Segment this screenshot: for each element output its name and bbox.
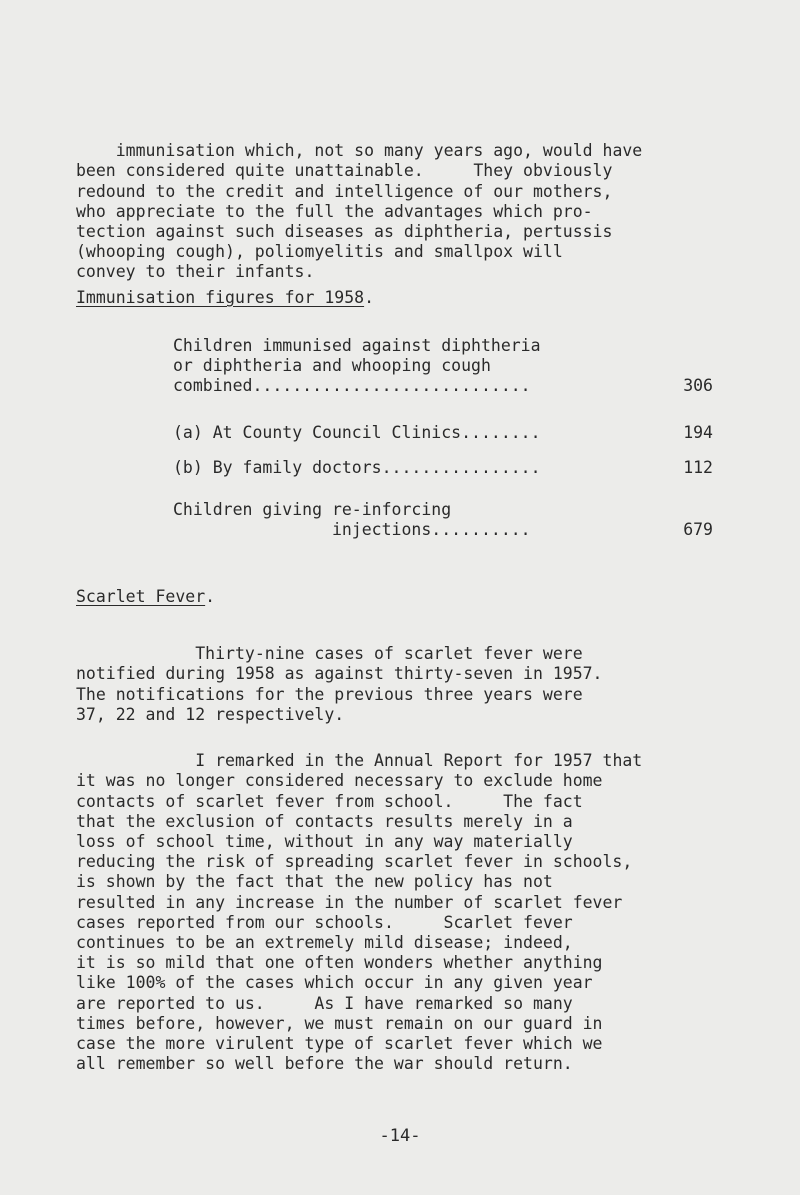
intro-line: (whooping cough), poliomyelitis and smallpox will — [76, 242, 563, 262]
row-value: 112 — [683, 458, 713, 477]
immunisation-heading-text: Immunisation figures for 1958 — [76, 288, 365, 307]
row-label: or diphtheria and whooping cough — [173, 356, 491, 375]
row-label: Children immunised against diphtheria — [173, 336, 541, 355]
scarlet-fever-heading-suffix: . — [205, 587, 216, 606]
immunisation-row-combined — [173, 336, 713, 396]
intro-line: immunisation which, not so many years ago, would have — [115, 141, 643, 161]
paragraph-line: resulted in any increase in the number of scarlet fever — [76, 892, 623, 912]
paragraph-line: times before, however, we must remain on our guard in — [76, 1013, 603, 1033]
scarlet-fever-paragraph-2 — [76, 731, 776, 1095]
paragraph-line: that the exclusion of contacts results merely in a — [76, 811, 573, 831]
intro-line: who appreciate to the full the advantages which pro- — [76, 201, 593, 221]
immunisation-heading-suffix: . — [364, 288, 375, 307]
row-value: 306 — [683, 376, 713, 395]
paragraph-line: The notifications for the previous three years were — [76, 684, 583, 704]
intro-line: redound to the credit and intelligence of our mothers, — [76, 181, 613, 201]
paragraph-line: continues to be an extremely mild disease; indeed, — [76, 933, 573, 953]
row-label: injections.......... — [173, 520, 531, 539]
row-label: Children giving re-inforcing — [173, 500, 452, 519]
scarlet-fever-heading — [76, 587, 215, 606]
intro-line: convey to their infants. — [76, 262, 315, 282]
row-value: 679 — [683, 520, 713, 539]
paragraph-line: it was no longer considered necessary to exclude home — [76, 771, 603, 791]
intro-paragraph — [76, 121, 776, 303]
immunisation-heading — [76, 288, 374, 307]
row-value: 194 — [683, 423, 713, 442]
row-label: (a) At County Council Clinics........ — [173, 423, 541, 442]
immunisation-row-doctors — [173, 458, 713, 478]
intro-line: been considered quite unattainable. They obviously — [76, 161, 613, 181]
paragraph-line: notified during 1958 as against thirty-seven in 1957. — [76, 664, 603, 684]
paragraph-line: I remarked in the Annual Report for 1957 that — [115, 751, 643, 771]
paragraph-line: are reported to us. As I have remarked so many — [76, 993, 573, 1013]
immunisation-row-reinforcing — [173, 500, 713, 540]
immunisation-row-clinics — [173, 423, 713, 443]
paragraph-line: case the more virulent type of scarlet fever which we — [76, 1034, 603, 1054]
paragraph-line: cases reported from our schools. Scarlet fever — [76, 912, 573, 932]
paragraph-line: Thirty-nine cases of scarlet fever were — [115, 644, 583, 664]
row-label: combined............................ — [173, 376, 531, 395]
scarlet-fever-paragraph-1 — [76, 624, 776, 745]
paragraph-line: like 100% of the cases which occur in any given year — [76, 973, 593, 993]
paragraph-line: 37, 22 and 12 respectively. — [76, 704, 345, 724]
paragraph-line: reducing the risk of spreading scarlet fever in schools, — [76, 852, 633, 872]
row-label: (b) By family doctors................ — [173, 458, 541, 477]
paragraph-line: contacts of scarlet fever from school. The fact — [76, 791, 583, 811]
paragraph-line: it is so mild that one often wonders whether anything — [76, 953, 603, 973]
paragraph-line: is shown by the fact that the new policy has not — [76, 872, 553, 892]
scarlet-fever-heading-text: Scarlet Fever — [76, 587, 206, 606]
intro-line: tection against such diseases as diphtheria, pertussis — [76, 222, 613, 242]
paragraph-line: loss of school time, without in any way materially — [76, 832, 573, 852]
paragraph-line: all remember so well before the war should return. — [76, 1054, 573, 1074]
page-number: -14- — [379, 1126, 421, 1146]
